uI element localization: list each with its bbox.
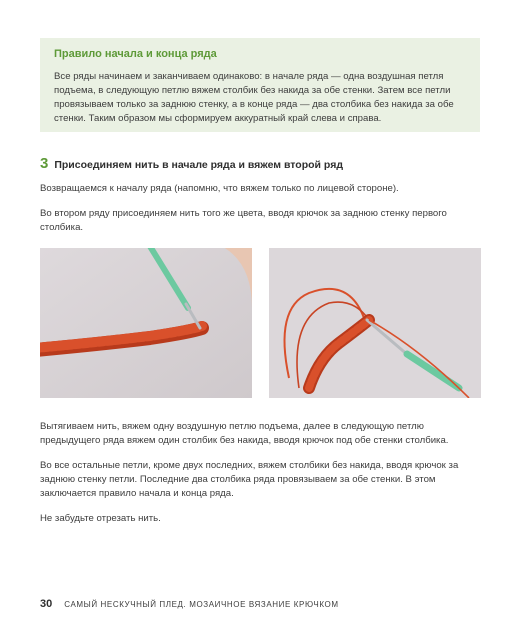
step-pull-text: Вытягиваем нить, вяжем одну воздушную петлю подъема, далее в следующую петлю предыдущего ряда вяжем один столбик без накида, вводя крючок под обе стенки столбика. bbox=[40, 421, 449, 446]
tip-title: Правило начала и конца ряда bbox=[54, 48, 217, 60]
step-title: Присоединяем нить в начале ряда и вяжем второй ряд bbox=[54, 159, 343, 171]
tip-body: Все ряды начинаем и заканчиваем одинаково: в начале ряда — одна воздушная петля подъема, в следующую петлю вяжем столбик без накида за обе стенки. Затем все петли провязываем только за заднюю стенку, а в конце ряда — два столбика без накида за обе стенки. Таким образом мы сформируем аккуратный край слева и справа. bbox=[54, 71, 454, 124]
step-heading bbox=[40, 155, 343, 172]
page-footer bbox=[40, 598, 339, 610]
step-intro-text: Возвращаемся к началу ряда (напомню, что вяжем только по лицевой стороне). bbox=[40, 183, 399, 194]
step-cut-text: Не забудьте отрезать нить. bbox=[40, 513, 161, 524]
step-number: 3 bbox=[40, 155, 49, 172]
tip-box bbox=[40, 38, 480, 132]
step-rest-text: Во все остальные петли, кроме двух последних, вяжем столбики без накида, вводя крючок за заднюю стенку петли. Последние два столбика ряда провязываем за обе стенки. В этом заключается правило начала и конца ряда. bbox=[40, 460, 459, 499]
step-join-text: Во втором ряду присоединяем нить того же цвета, вводя крючок за заднюю стенку первого столбика. bbox=[40, 208, 447, 233]
photo-hook-insert bbox=[40, 248, 252, 398]
book-title: САМЫЙ НЕСКУЧНЫЙ ПЛЕД. МОЗАИЧНОЕ ВЯЗАНИЕ КРЮЧКОМ bbox=[64, 600, 339, 609]
photo-yarn-pulled bbox=[269, 248, 481, 398]
page-number: 30 bbox=[40, 598, 53, 610]
